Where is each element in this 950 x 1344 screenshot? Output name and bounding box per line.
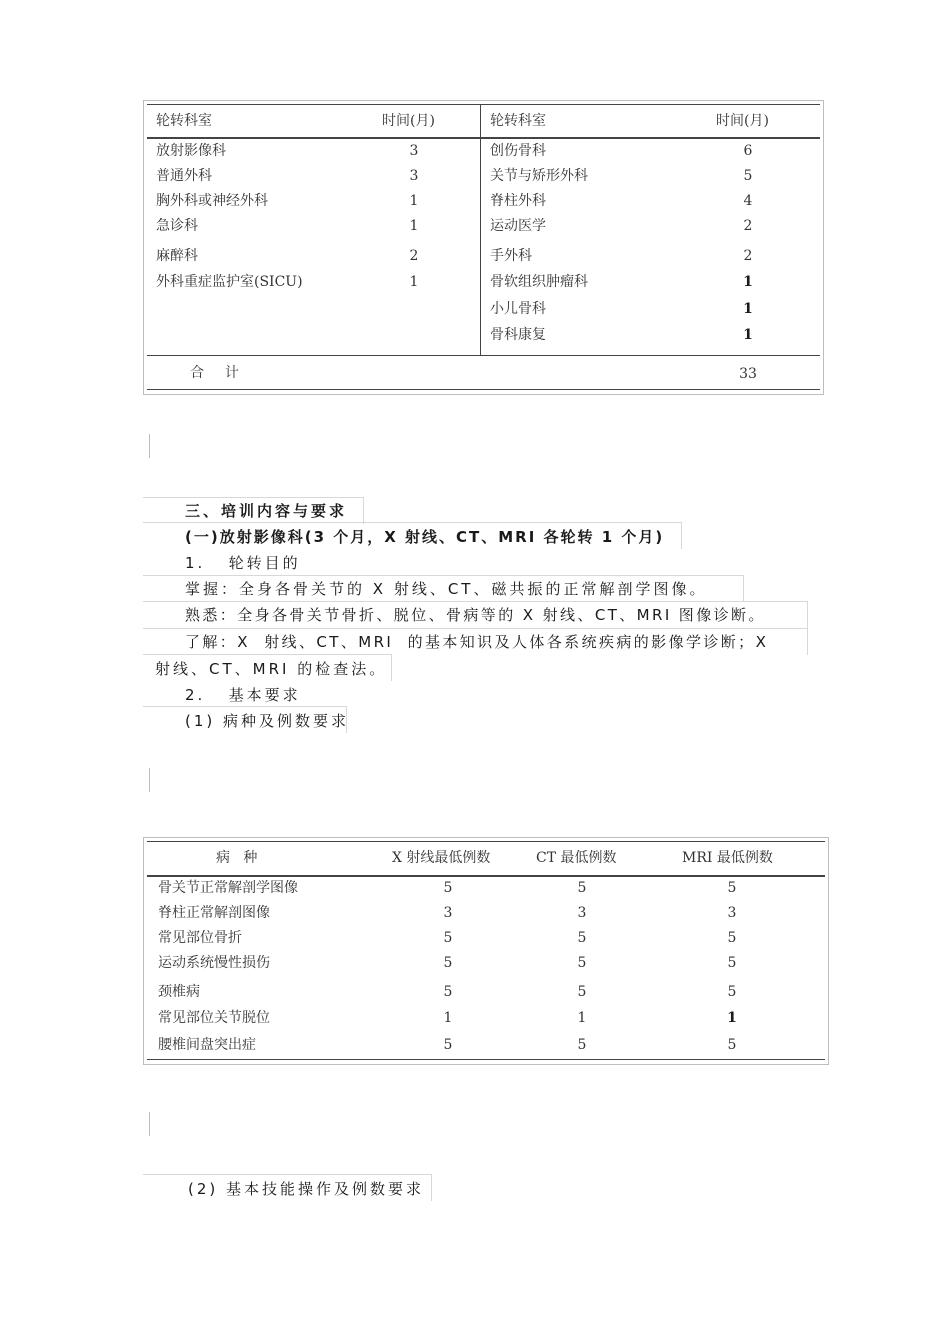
dept-name: 骨软组织肿瘤科 bbox=[490, 274, 588, 290]
header-xray: X 射线最低例数 bbox=[392, 850, 491, 866]
dept-months: 6 bbox=[743, 143, 753, 159]
disease-name: 骨关节正常解剖学图像 bbox=[158, 880, 298, 896]
xray-count: 5 bbox=[443, 930, 453, 946]
text-master: 掌握：全身各骨关节的 X 射线、CT、磁共振的正常解剖学图像。 bbox=[185, 580, 708, 598]
xray-count: 5 bbox=[443, 984, 453, 1000]
sub-disease-requirements: (1) 病种及例数要求 bbox=[185, 712, 350, 730]
header-right-time: 时间(月) bbox=[716, 113, 769, 129]
total-label: 合 计 bbox=[190, 365, 243, 381]
dept-months: 1 bbox=[743, 274, 753, 290]
ct-count: 5 bbox=[577, 930, 587, 946]
section-marker bbox=[143, 1112, 150, 1136]
dept-months: 1 bbox=[743, 301, 753, 317]
mri-count: 5 bbox=[727, 955, 737, 971]
table-center-divider bbox=[480, 104, 481, 355]
dept-months: 1 bbox=[409, 218, 419, 234]
dept-months: 1 bbox=[743, 327, 753, 343]
table-bottom-rule bbox=[147, 389, 820, 390]
ct-count: 5 bbox=[577, 880, 587, 896]
total-value: 33 bbox=[739, 366, 757, 382]
dept-name: 创伤骨科 bbox=[490, 143, 546, 159]
disease-name: 运动系统慢性损伤 bbox=[158, 955, 270, 971]
text-familiar: 熟悉：全身各骨关节骨折、脱位、骨病等的 X 射线、CT、MRI 图像诊断。 bbox=[185, 606, 766, 624]
table-top-rule bbox=[147, 104, 820, 105]
dept-name: 手外科 bbox=[490, 248, 532, 264]
table-header-rule bbox=[147, 137, 820, 139]
dept-months: 3 bbox=[409, 143, 419, 159]
item-purpose: 1. 轮转目的 bbox=[185, 554, 301, 572]
ct-count: 5 bbox=[577, 1037, 587, 1053]
dept-months: 2 bbox=[743, 248, 753, 264]
dept-name: 运动医学 bbox=[490, 218, 546, 234]
disease-name: 常见部位骨折 bbox=[158, 930, 242, 946]
disease-cases-table bbox=[143, 837, 829, 1065]
ct-count: 1 bbox=[577, 1010, 587, 1026]
ct-count: 5 bbox=[577, 984, 587, 1000]
header-ct: CT 最低例数 bbox=[536, 850, 617, 866]
mri-count: 1 bbox=[727, 1010, 737, 1026]
xray-count: 1 bbox=[443, 1010, 453, 1026]
dept-months: 2 bbox=[743, 218, 753, 234]
dept-months: 1 bbox=[409, 193, 419, 209]
dept-months: 2 bbox=[409, 248, 419, 264]
xray-count: 5 bbox=[443, 880, 453, 896]
dept-months: 4 bbox=[743, 193, 753, 209]
dept-months: 1 bbox=[409, 274, 419, 290]
mri-count: 5 bbox=[727, 984, 737, 1000]
mri-count: 5 bbox=[727, 930, 737, 946]
mri-count: 5 bbox=[727, 880, 737, 896]
mri-count: 3 bbox=[727, 905, 737, 921]
disease-name: 脊柱正常解剖图像 bbox=[158, 905, 270, 921]
table-total-rule bbox=[147, 355, 820, 356]
dept-name: 普通外科 bbox=[156, 168, 212, 184]
header-right-dept: 轮转科室 bbox=[490, 113, 546, 129]
dept-name: 胸外科或神经外科 bbox=[156, 193, 268, 209]
xray-count: 3 bbox=[443, 905, 453, 921]
header-disease: 病 种 bbox=[216, 850, 258, 866]
ct-count: 3 bbox=[577, 905, 587, 921]
rotation-table bbox=[143, 100, 824, 395]
text-understand-line1: 了解：X 射线、CT、MRI 的基本知识及人体各系统疾病的影像学诊断；X bbox=[185, 633, 769, 651]
header-left-time: 时间(月) bbox=[382, 113, 435, 129]
dept-months: 5 bbox=[743, 168, 753, 184]
dept-months: 3 bbox=[409, 168, 419, 184]
header-mri: MRI 最低例数 bbox=[682, 850, 773, 866]
table-top-rule bbox=[147, 841, 825, 842]
table-bottom-rule bbox=[147, 1059, 825, 1060]
sub-skill-requirements: (2) 基本技能操作及例数要求 bbox=[188, 1180, 425, 1198]
dept-name: 放射影像科 bbox=[156, 143, 226, 159]
mri-count: 5 bbox=[727, 1037, 737, 1053]
xray-count: 5 bbox=[443, 1037, 453, 1053]
ct-count: 5 bbox=[577, 955, 587, 971]
disease-name: 腰椎间盘突出症 bbox=[158, 1037, 256, 1053]
disease-name: 常见部位关节脱位 bbox=[158, 1010, 270, 1026]
dept-name: 小儿骨科 bbox=[490, 301, 546, 317]
dept-name: 关节与矫形外科 bbox=[490, 168, 588, 184]
dept-name: 急诊科 bbox=[156, 218, 198, 234]
dept-name: 骨科康复 bbox=[490, 327, 546, 343]
xray-count: 5 bbox=[443, 955, 453, 971]
disease-name: 颈椎病 bbox=[158, 984, 200, 1000]
section-heading: 三、培训内容与要求 bbox=[185, 502, 348, 520]
dept-name: 麻醉科 bbox=[156, 248, 198, 264]
table-header-rule bbox=[147, 875, 825, 877]
section-subheading: (一)放射影像科(3 个月，X 射线、CT、MRI 各轮转 1 个月) bbox=[185, 528, 665, 546]
section-marker bbox=[143, 768, 150, 792]
dept-name: 外科重症监护室(SICU) bbox=[156, 274, 303, 290]
item-requirements: 2. 基本要求 bbox=[185, 686, 301, 704]
section-marker bbox=[143, 434, 150, 458]
dept-name: 脊柱外科 bbox=[490, 193, 546, 209]
header-left-dept: 轮转科室 bbox=[156, 113, 212, 129]
text-understand-line2: 射线、CT、MRI 的检查法。 bbox=[155, 660, 388, 678]
